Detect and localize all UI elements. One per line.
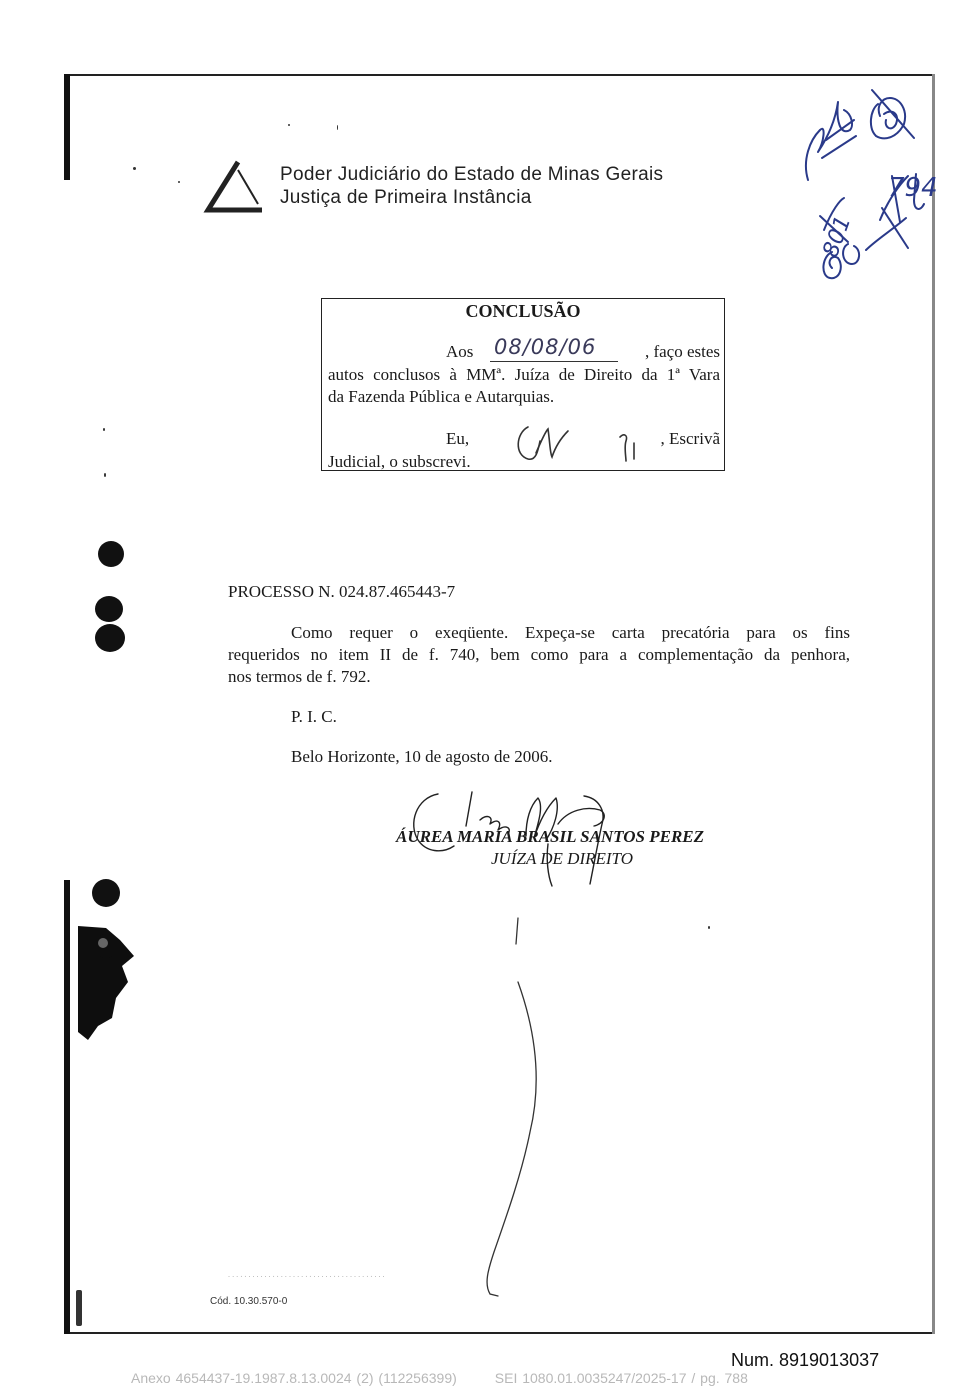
margin-scribble	[478, 912, 548, 1302]
conclusao-handwritten-date: 08/08/06	[494, 335, 597, 359]
template-path-footer: · · · · · · · · · · · · · · · · · · · · · · · · · · · · · · · · · · · · · · ·	[228, 1274, 385, 1280]
scan-right-edge	[932, 74, 935, 1334]
pic-abbreviation: P. I. C.	[291, 707, 337, 726]
handwritten-annotations	[796, 80, 938, 300]
signer-role: JUÍZA DE DIREITO	[491, 849, 633, 868]
scan-speck	[337, 125, 338, 130]
scan-speck	[133, 167, 136, 170]
clerk-signature	[508, 421, 638, 467]
form-code: Cód. 10.30.570-0	[210, 1296, 288, 1307]
anexo-watermark	[131, 1370, 748, 1386]
processo-number: PROCESSO N. 024.87.465443-7	[228, 582, 456, 601]
court-instance: Justiça de Primeira Instância	[280, 187, 532, 208]
conclusao-eu-label: Eu,	[446, 429, 470, 448]
conclusao-line-2: autos conclusos à MMª. Juíza de Direito da 1ª Vara	[328, 365, 720, 384]
scan-left-edge-gap	[64, 180, 70, 880]
conclusao-box	[321, 298, 725, 471]
scan-speck	[178, 181, 180, 183]
despacho-paragraph	[228, 622, 850, 688]
conclusao-title: CONCLUSÃO	[465, 301, 581, 321]
scan-speck	[104, 473, 106, 477]
paragraph-line: Como requer o exeqüente. Expeça-se carta precatória para os fins	[291, 623, 850, 642]
signer-name: ÁUREA MARIA BRASIL SANTOS PEREZ	[396, 827, 705, 846]
place-and-date: Belo Horizonte, 10 de agosto de 2006.	[291, 747, 553, 766]
scan-speck	[708, 926, 710, 929]
punch-hole	[95, 596, 123, 622]
document-number: Num. 8919013037	[731, 1350, 880, 1370]
scan-speck	[288, 124, 290, 126]
conclusao-aos-label: Aos	[446, 342, 474, 361]
conclusao-escriva-text: , Escrivã	[660, 429, 720, 448]
torn-edge-mark	[76, 922, 138, 1042]
page-number-annotation-2: 801	[818, 212, 857, 261]
paragraph-line: requeridos no item II de f. 740, bem como para a complementação da penhora,	[228, 645, 850, 664]
punch-hole	[92, 879, 120, 907]
conclusao-line-3: da Fazenda Pública e Autarquias.	[328, 387, 555, 406]
anexo-reference: Anexo 4654437-19.1987.8.13.0024 (2) (112256399)	[131, 1370, 457, 1386]
court-logo	[204, 160, 266, 214]
scan-speck	[76, 1290, 82, 1326]
scan-speck	[103, 428, 105, 431]
punch-hole	[95, 624, 125, 652]
conclusao-faco-text: , faço estes	[644, 342, 720, 361]
conclusao-judicial-text: Judicial, o subscrevi.	[328, 452, 471, 471]
paragraph-line: nos termos de f. 792.	[228, 667, 371, 686]
sei-reference: SEI 1080.01.0035247/2025-17 / pg. 788	[494, 1370, 748, 1386]
page-number-annotation: 794	[888, 173, 938, 203]
court-name: Poder Judiciário do Estado de Minas Gerais	[280, 164, 664, 185]
punch-hole	[98, 541, 124, 567]
